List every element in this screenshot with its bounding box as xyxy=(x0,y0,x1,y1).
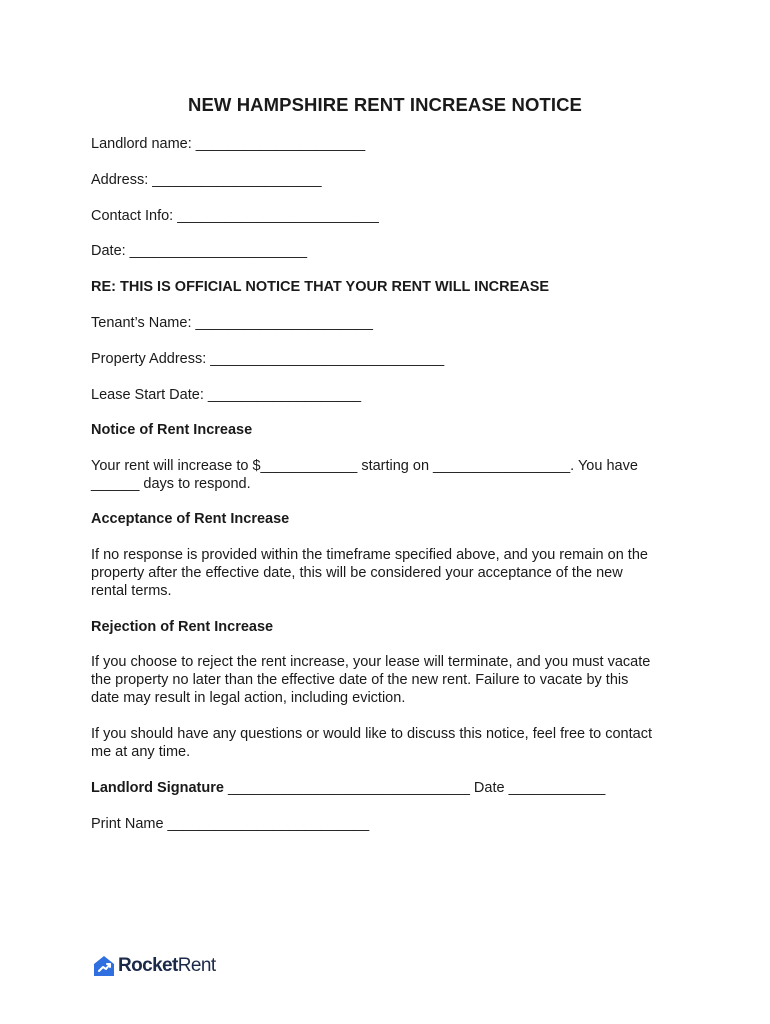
acceptance-heading: Acceptance of Rent Increase xyxy=(91,511,290,527)
rocketrent-wordmark: RocketRent xyxy=(118,955,216,976)
closing-text-line: If you should have any questions or would like to discuss this notice, feel free to contact xyxy=(91,726,652,742)
rejection-text-line: date may result in legal action, including eviction. xyxy=(91,690,406,706)
closing-text-line: me at any time. xyxy=(91,744,191,760)
rejection-heading: Rejection of Rent Increase xyxy=(91,619,274,635)
date-field: Date: ______________________ xyxy=(91,243,308,259)
re-heading: RE: THIS IS OFFICIAL NOTICE THAT YOUR RENT WILL INCREASE xyxy=(91,279,550,295)
contact-info-field: Contact Info: _________________________ xyxy=(91,208,379,224)
signature-date-label: Date xyxy=(473,780,505,796)
signature-blank: ______________________________ xyxy=(223,780,474,796)
property-address-field: Property Address: _____________________________ xyxy=(91,351,445,367)
signature-line xyxy=(91,779,605,797)
rocketrent-logo xyxy=(93,954,216,978)
lease-start-date-field: Lease Start Date: ___________________ xyxy=(91,387,362,403)
rejection-text-line: the property no later than the effective date of the new rent. Failure to vacate by this xyxy=(91,672,629,688)
tenant-name-field: Tenant’s Name: ______________________ xyxy=(91,315,373,331)
rejection-text-line: If you choose to reject the rent increase, your lease will terminate, and you must vacate xyxy=(91,654,651,670)
landlord-name-field: Landlord name: _____________________ xyxy=(91,136,366,152)
acceptance-text-line: property after the effective date, this will be considered your acceptance of the new xyxy=(91,565,623,581)
notice-heading: Notice of Rent Increase xyxy=(91,422,253,438)
acceptance-text-line: rental terms. xyxy=(91,583,172,599)
address-field: Address: _____________________ xyxy=(91,172,322,188)
print-name-field: Print Name _________________________ xyxy=(91,816,370,832)
landlord-signature-label: Landlord Signature xyxy=(91,780,224,796)
notice-text-line: Your rent will increase to $____________ starting on _________________. You have xyxy=(91,458,638,474)
acceptance-text-line: If no response is provided within the timeframe specified above, and you remain on the xyxy=(91,547,648,563)
notice-text-line: ______ days to respond. xyxy=(91,476,251,492)
rocketrent-logo-icon xyxy=(93,955,115,977)
document-title: NEW HAMPSHIRE RENT INCREASE NOTICE xyxy=(188,94,582,115)
signature-date-blank: ____________ xyxy=(504,780,606,796)
